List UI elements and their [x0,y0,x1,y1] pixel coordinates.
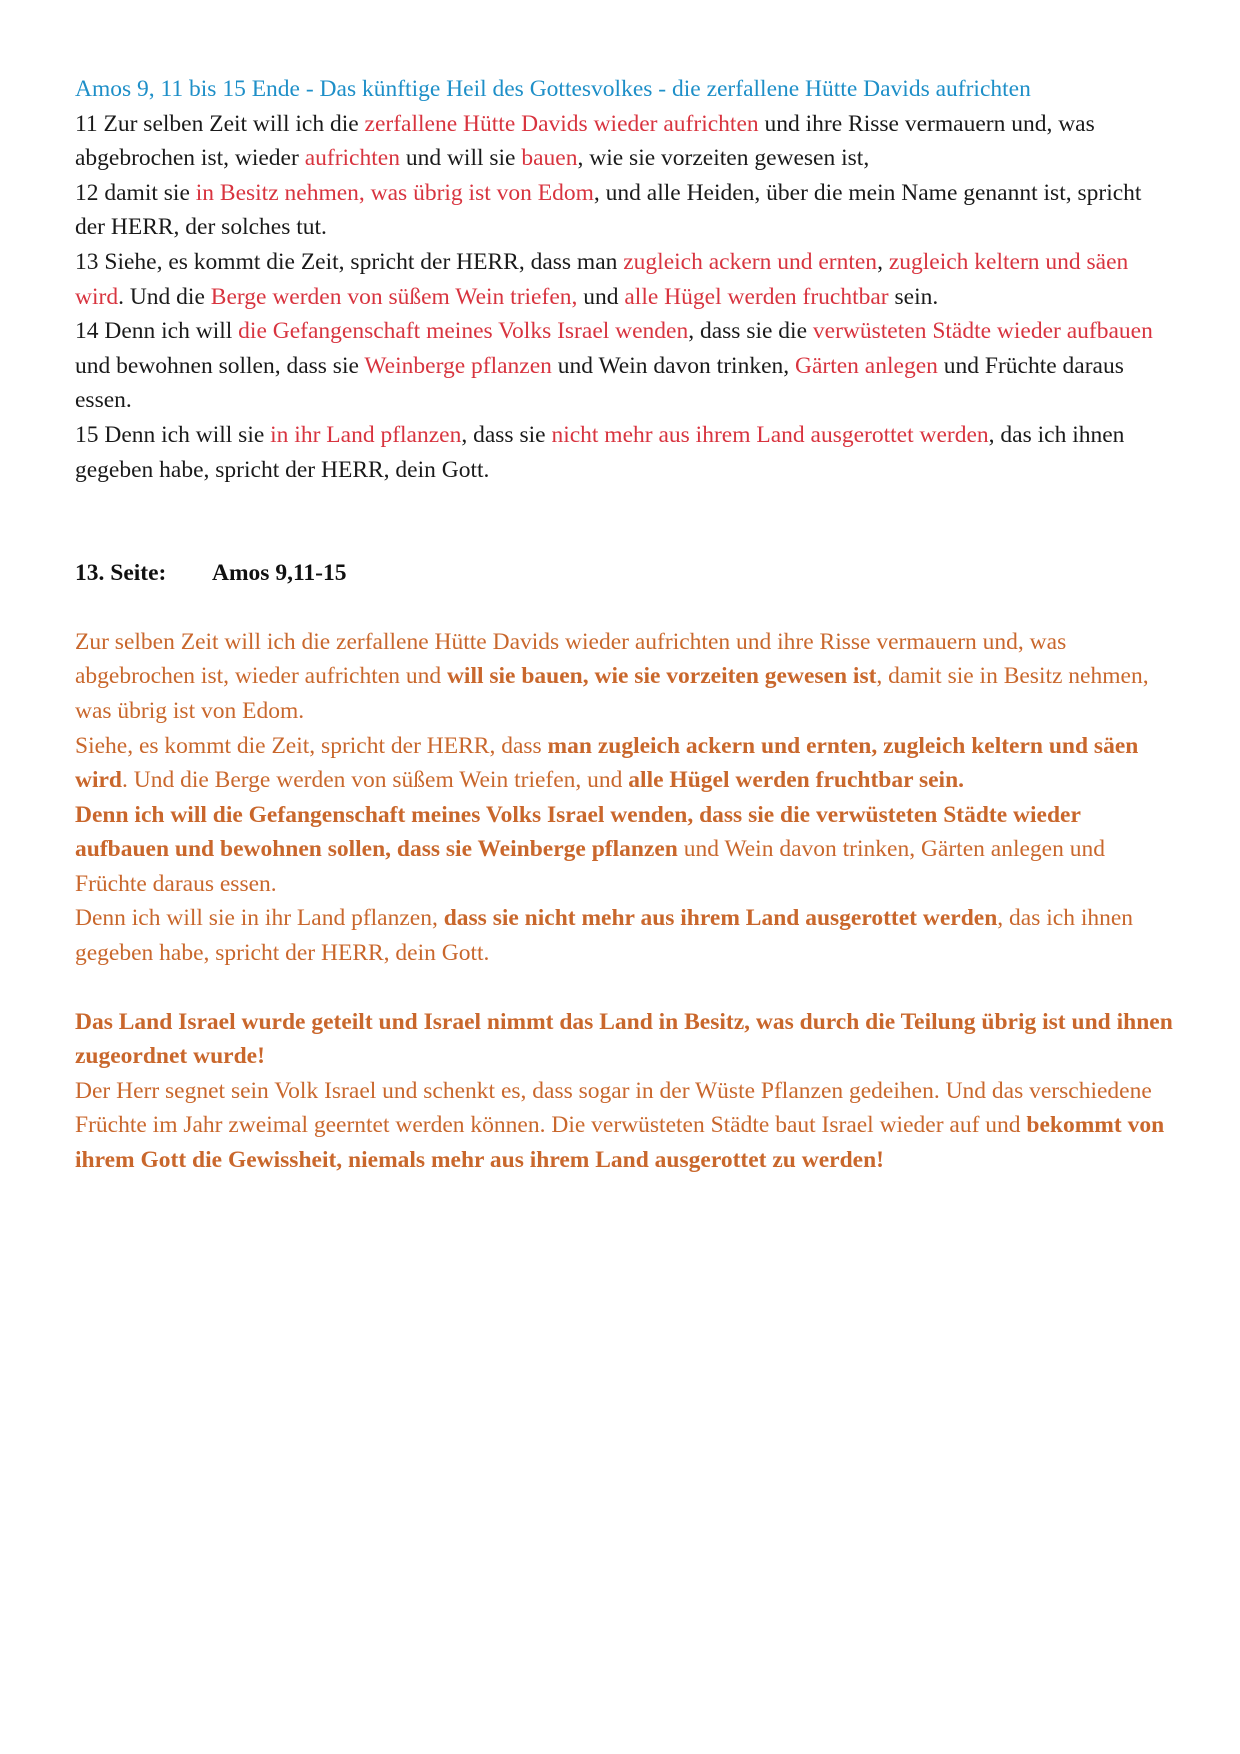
highlighted-text: Gärten anlegen [795,352,938,379]
highlighted-text: verwüsteten Städte wieder aufbauen [812,318,1153,345]
text-run: , damit sie in Besitz nehmen, was übrig ist von Edom. [75,663,1149,724]
text-run: und Wein davon trinken, [551,352,795,379]
commentary-paragraph-2 [75,1074,1175,1178]
summary-paragraph-3 [75,798,1175,902]
text-run: und Früchte daraus essen. [75,352,1124,414]
emphasis-text: Das Land Israel wurde geteilt und Israel nimmt das Land in Besitz, was durch die Teilung übrig ist und ihnen zugeordnet wurde! [75,1008,1173,1070]
highlighted-text: alle Hügel werden fruchtbar [624,283,889,310]
highlighted-text: in ihr Land pflanzen [270,421,462,448]
text-run: , dass sie die [688,318,813,345]
text-run: , dass sie [461,421,552,448]
text-run: Der Herr segnet sein Volk Israel und schenkt es, dass sogar in der Wüste Pflanzen gedeihen. Und das verschiedene Früchte im Jahr zweimal geerntet werden können. Die verwüsteten Städte baut Israel wieder auf und [75,1077,1152,1139]
verse-15 [75,418,1175,487]
text-run: und ihre Risse vermauern und, was abgebrochen ist, wieder [75,110,1095,172]
highlighted-text: die Gefangenschaft meines Volks Israel wenden [238,318,689,345]
highlighted-text: zerfallene Hütte Davids wieder aufrichten [364,110,759,137]
text-run: . Und die [118,283,211,310]
highlighted-text: in Besitz nehmen, was übrig ist von Edom [195,179,594,206]
text-run: und [577,283,625,310]
text-run: 15 Denn ich will sie [75,421,271,448]
document-page [75,72,1175,1178]
text-run: Denn ich will sie in ihr Land pflanzen, [75,905,444,932]
verse-11 [75,107,1175,176]
scripture-reference: Amos 9,11-15 [212,560,347,587]
verse-13 [75,245,1175,314]
page-label: 13. Seite: [75,560,167,587]
summary-paragraph-2 [75,729,1175,798]
text-run: 12 damit sie [75,179,196,206]
highlighted-text: zugleich ackern und ernten [623,248,878,275]
text-run: . Und die Berge werden von süßem Wein triefen, und [122,767,629,794]
section-title [75,556,1175,591]
highlighted-text: Weinberge pflanzen [364,352,552,379]
summary-paragraph-1 [75,625,1175,729]
highlighted-text: bauen [521,145,578,172]
text-run: und Wein davon trinken, Gärten anlegen und Früchte daraus essen. [75,836,1105,897]
passage-heading: Amos 9, 11 bis 15 Ende - Das künftige Heil des Gottesvolkes - die zerfallene Hütte Davids aufrichten [75,76,1031,102]
text-run: Zur selben Zeit will ich die zerfallene Hütte Davids wieder aufrichten und ihre Risse vermauern und, was abgebrochen ist, wieder aufrichten und [75,628,1067,690]
text-run: , wie sie vorzeiten gewesen ist, [577,145,870,172]
text-run: 14 Denn ich will [75,318,239,345]
section-gap [75,971,1175,1005]
highlighted-text: zugleich keltern und säen wird [75,248,1129,310]
emphasis-text: bekommt von ihrem Gott die Gewissheit, niemals mehr aus ihrem Land ausgerottet zu werden! [75,1112,1165,1174]
text-run: , und alle Heiden, über die mein Name genannt ist, spricht der HERR, der solches tut. [75,179,1142,241]
section-gap [75,591,1175,625]
text-run: , das ich ihnen gegeben habe, spricht der HERR, dein Gott. [75,905,1134,967]
verse-14 [75,314,1175,418]
text-run: 11 Zur selben Zeit will ich die [75,110,365,137]
commentary-block [75,1005,1175,1178]
highlighted-text: nicht mehr aus ihrem Land ausgerottet werden [551,421,989,448]
highlighted-text: aufrichten [304,145,400,172]
text-run: 13 Siehe, es kommt die Zeit, spricht der HERR, dass man [75,248,624,275]
section-gap [75,487,1175,556]
summary-paragraph-4 [75,901,1175,970]
text-run: Siehe, es kommt die Zeit, spricht der HERR, dass [75,732,548,759]
summary-block [75,625,1175,971]
text-run: sein. [888,283,939,310]
text-run: , [877,248,889,275]
emphasis-text: Denn ich will die Gefangenschaft meines Volks Israel wenden, dass sie die verwüsteten Städte wieder aufbauen und bewohnen sollen, dass sie Weinberge pflanzen [75,801,1081,863]
text-run: und will sie [399,145,522,172]
emphasis-text: alle Hügel werden fruchtbar sein. [628,767,965,794]
emphasis-text: dass sie nicht mehr aus ihrem Land ausgerottet werden [443,905,998,932]
emphasis-text: will sie bauen, wie sie vorzeiten gewesen ist [446,663,877,690]
text-run: , das ich ihnen gegeben habe, spricht der HERR, dein Gott. [75,421,1125,483]
text-run: und bewohnen sollen, dass sie [75,352,365,379]
highlighted-text: Berge werden von süßem Wein triefen, [210,283,578,310]
verse-12 [75,176,1175,245]
emphasis-text: man zugleich ackern und ernten, zugleich keltern und säen wird [75,732,1139,794]
commentary-paragraph-1 [75,1005,1175,1074]
